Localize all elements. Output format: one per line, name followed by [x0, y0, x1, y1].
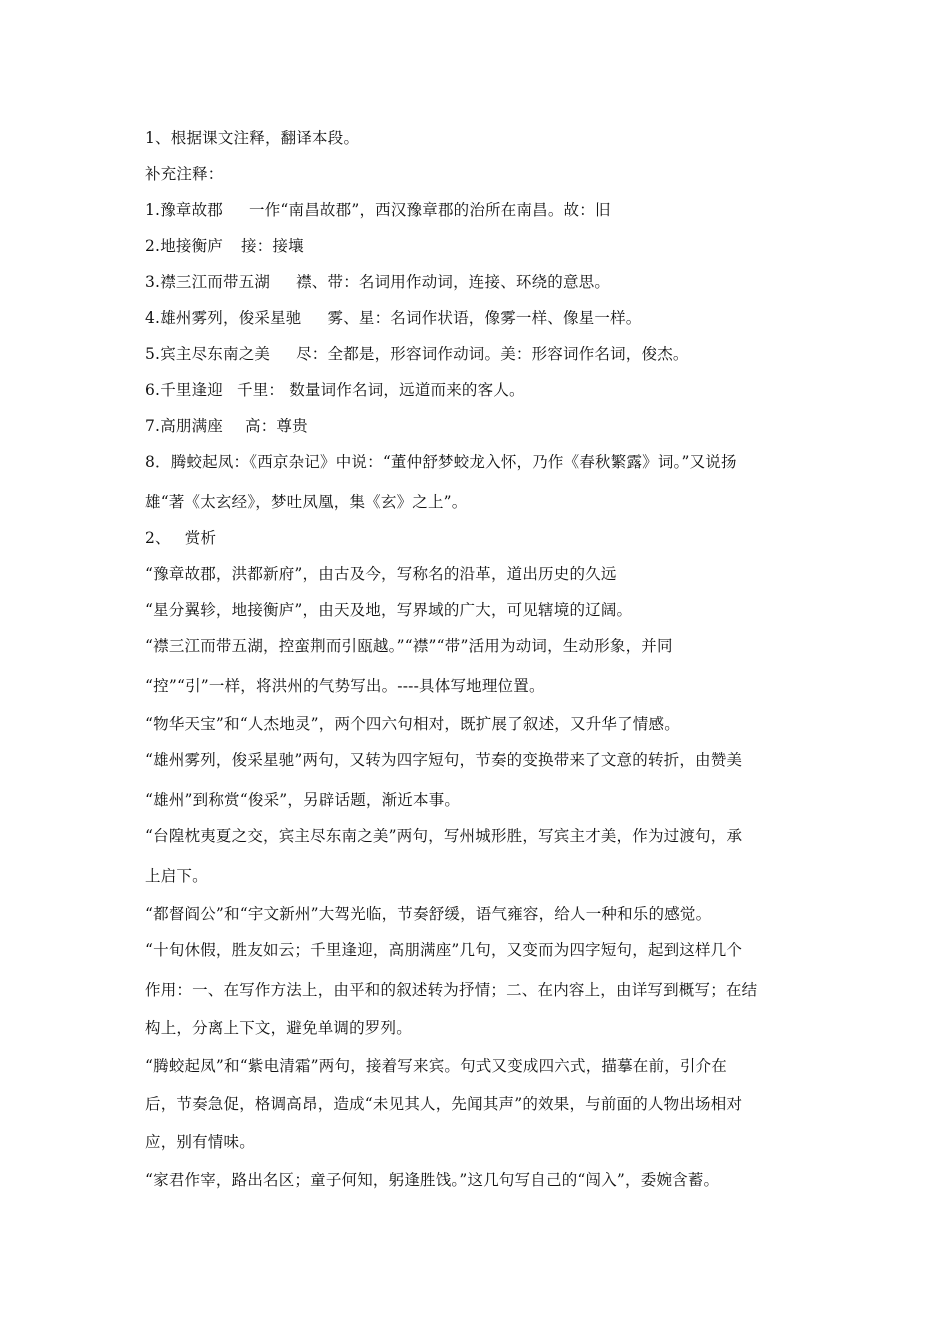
note-8-line-1: 8．腾蛟起凤：《西京杂记》中说：“董仲舒梦蛟龙入怀，乃作《春秋繁露》词。”又说扬: [145, 453, 737, 471]
analysis-paragraph-6-line-2: 上启下。: [145, 867, 208, 885]
analysis-paragraph-8-line-2: 作用：一、在写作方法上，由平和的叙述转为抒情；二、在内容上，由详写到概写；在结: [145, 981, 758, 999]
note-term: 3.襟三江而带五湖: [145, 273, 271, 291]
note-3: [145, 272, 610, 292]
analysis-paragraph-2: “星分翼轸，地接衡庐”，由天及地，写界域的广大，可见辖境的辽阔。: [145, 601, 633, 619]
note-8-line-2: 雄“著《太玄经》，梦吐凤凰，集《玄》之上”。: [145, 493, 468, 511]
note-explain: 雾、星：名词作状语，像雾一样、像星一样。: [327, 309, 642, 327]
note-explain: 襟、带：名词用作动词，连接、环绕的意思。: [296, 273, 611, 291]
note-term: 5.宾主尽东南之美: [145, 345, 271, 363]
analysis-paragraph-3-line-1: “襟三江而带五湖，控蛮荆而引瓯越。”“襟”“带”活用为动词，生动形象，并同: [145, 637, 673, 655]
analysis-paragraph-4: “物华天宝”和“人杰地灵”，两个四六句相对，既扩展了叙述，又升华了情感。: [145, 715, 680, 733]
analysis-paragraph-9-line-1: “腾蛟起凤”和“紫电清霜”两句，接着写来宾。句式又变成四六式，描摹在前，引介在: [145, 1057, 727, 1075]
analysis-paragraph-6-line-1: “台隍枕夷夏之交，宾主尽东南之美”两句，写州城形胜，写宾主才美，作为过渡句，承: [145, 827, 743, 845]
note-explain: 千里： 数量词作名词，远道而来的客人。: [237, 381, 525, 399]
note-explain: 高：尊贵: [245, 417, 308, 435]
task-2-heading: [145, 528, 216, 548]
note-4: [145, 308, 642, 328]
note-term: 4.雄州雾列，俊采星驰: [145, 309, 302, 327]
analysis-paragraph-8-line-1: “十旬休假，胜友如云；千里逢迎，高朋满座”几句，又变而为四字短句，起到这样几个: [145, 941, 743, 959]
analysis-paragraph-5-line-2: “雄州”到称赏“俊采”，另辟话题，渐近本事。: [145, 791, 461, 809]
task-2-title: 赏析: [184, 529, 217, 547]
analysis-paragraph-10: “家君作宰，路出名区；童子何知，躬逢胜饯。”这几句写自己的“闯入”，委婉含蓄。: [145, 1171, 720, 1189]
analysis-paragraph-1: “豫章故郡，洪都新府”，由古及今，写称名的沿革，道出历史的久远: [145, 565, 617, 583]
task-2-number: 2、: [145, 529, 171, 547]
note-explain: 接：接壤: [241, 237, 304, 255]
note-term: 7.高朋满座: [145, 417, 223, 435]
note-term: 1.豫章故郡: [145, 201, 223, 219]
note-6: [145, 380, 525, 400]
analysis-paragraph-5-line-1: “雄州雾列，俊采星驰”两句，又转为四字短句，节奏的变换带来了文意的转折，由赞美: [145, 751, 743, 769]
note-7: [145, 416, 308, 436]
analysis-paragraph-7: “都督阎公”和“宇文新州”大驾光临，节奏舒缓，语气雍容，给人一种和乐的感觉。: [145, 905, 712, 923]
supplementary-notes-title: 补充注释：: [145, 165, 224, 183]
analysis-paragraph-9-line-2: 后，节奏急促，格调高昂，造成“未见其人，先闻其声”的效果，与前面的人物出场相对: [145, 1095, 743, 1113]
note-explain: 一作“南昌故郡”，西汉豫章郡的治所在南昌。故：旧: [249, 201, 611, 219]
analysis-paragraph-9-line-3: 应，别有情味。: [145, 1133, 255, 1151]
task-1-heading: 1、根据课文注释，翻译本段。: [145, 129, 360, 147]
analysis-paragraph-8-line-3: 构上，分离上下文，避免单调的罗列。: [145, 1019, 412, 1037]
analysis-paragraph-3-line-2: “控”“引”一样，将洪州的气势写出。----具体写地理位置。: [145, 677, 545, 695]
note-5: [145, 344, 689, 364]
note-term: 2.地接衡庐: [145, 237, 223, 255]
note-1: [145, 200, 611, 220]
note-term: 6.千里逢迎: [145, 381, 223, 399]
note-explain: 尽：全都是，形容词作动词。美：形容词作名词，俊杰。: [296, 345, 689, 363]
note-2: [145, 236, 304, 256]
